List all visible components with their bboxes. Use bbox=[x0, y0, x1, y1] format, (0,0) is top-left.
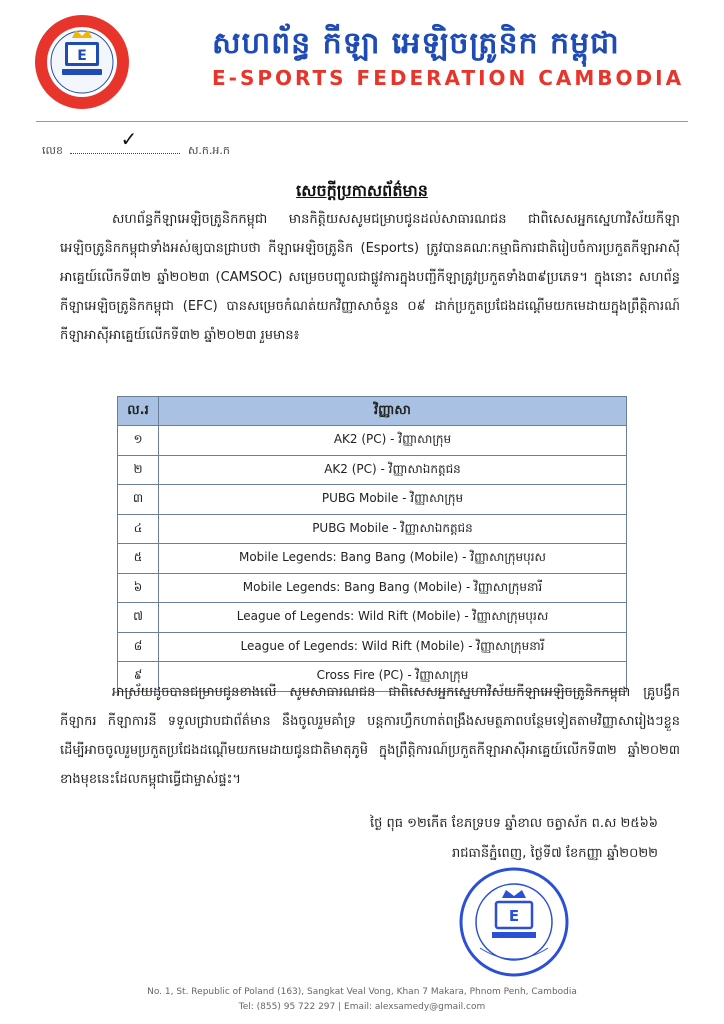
footer-address: No. 1, St. Republic of Poland (163), Sangkat Veal Vong, Khan 7 Makara, Phnom Penh, Cambodia bbox=[147, 987, 577, 997]
row-number: ១ bbox=[118, 426, 159, 456]
row-event: Cross Fire (PC) - វិញ្ញាសាក្រុម bbox=[159, 662, 627, 692]
table-row bbox=[118, 455, 627, 485]
table-header-row bbox=[118, 397, 627, 426]
row-event: League of Legends: Wild Rift (Mobile) - វិញ្ញាសាក្រុមបុរស bbox=[159, 603, 627, 633]
table-row bbox=[118, 632, 627, 662]
solar-date: រាជធានីភ្នំពេញ, ថ្ងៃទី៧ ខែកញ្ញា ឆ្នាំ២០២២ bbox=[452, 846, 658, 861]
row-number: ៦ bbox=[118, 573, 159, 603]
reference-number bbox=[42, 127, 230, 160]
row-event: AK2 (PC) - វិញ្ញាសាឯកត្តជន bbox=[159, 455, 627, 485]
table-row bbox=[118, 514, 627, 544]
row-number: ៨ bbox=[118, 632, 159, 662]
table-row bbox=[118, 485, 627, 515]
federation-title-english: E-SPORTS FEDERATION CAMBODIA bbox=[212, 66, 685, 90]
row-number: ៤ bbox=[118, 514, 159, 544]
official-seal bbox=[458, 866, 570, 978]
reference-blank bbox=[70, 127, 180, 154]
row-number: ៧ bbox=[118, 603, 159, 633]
header-divider bbox=[36, 121, 688, 122]
row-event: PUBG Mobile - វិញ្ញាសាឯកត្តជន bbox=[159, 514, 627, 544]
events-table bbox=[117, 396, 627, 692]
row-number: ៩ bbox=[118, 662, 159, 692]
reference-prefix: លេខ bbox=[42, 144, 63, 157]
row-event: Mobile Legends: Bang Bang (Mobile) - វិញ្ញាសាក្រុមបុរស bbox=[159, 544, 627, 574]
document-heading: សេចក្តីប្រកាសព័ត៌មាន bbox=[296, 181, 428, 200]
row-event: Mobile Legends: Bang Bang (Mobile) - វិញ្ញាសាក្រុមនារី bbox=[159, 573, 627, 603]
reference-suffix: ស.ក.អ.ក bbox=[187, 144, 230, 157]
lunar-date: ថ្ងៃ ពុធ ១២កើត ខែភទ្របទ ឆ្នាំខាល ចត្វាស័ក ព.ស ២៥៦៦ bbox=[370, 816, 658, 831]
table-row bbox=[118, 426, 627, 456]
svg-text:E: E bbox=[508, 907, 520, 925]
row-event: PUBG Mobile - វិញ្ញាសាក្រុម bbox=[159, 485, 627, 515]
row-number: ២ bbox=[118, 455, 159, 485]
column-header-event: វិញ្ញាសា bbox=[159, 397, 627, 426]
row-event: League of Legends: Wild Rift (Mobile) - វិញ្ញាសាក្រុមនារី bbox=[159, 632, 627, 662]
row-event: AK2 (PC) - វិញ្ញាសាក្រុម bbox=[159, 426, 627, 456]
column-header-number: ល.រ bbox=[118, 397, 159, 426]
table-row bbox=[118, 603, 627, 633]
federation-title-khmer: សហព័ន្ធ កីឡា អេឡិចត្រូនិក កម្ពុជា bbox=[212, 26, 620, 61]
row-number: ៣ bbox=[118, 485, 159, 515]
intro-paragraph: សហព័ន្ធកីឡាអេឡិចត្រូនិកកម្ពុជា មានកិត្តិយសសូមជម្រាបជូនដល់សាធារណជន ជាពិសេសអ្នកស្នេហាវិស័យកីឡាអេឡិចត្រូនិកកម្ពុជាទាំងអស់ឲ្យបានជ្រាបថា កីឡាអេឡិចត្រូនិក (Esports) ត្រូវបានគណៈកម្មាធិការជាតិរៀបចំការប្រកួតកីឡាអាស៊ីអាគ្នេយ៍លើកទី៣២ ឆ្នាំ២០២៣ (CAMSOC) សម្រេចបញ្ចូលជាផ្លូវការក្នុងបញ្ជីកីឡាត្រូវប្រកួតទាំង៣៩ប្រភេទ។ ក្នុងនោះ សហព័ន្ធកីឡាអេឡិចត្រូនិកកម្ពុជា (EFC) បានសម្រេចកំណត់យកវិញ្ញាសាចំនួន ០៩ ដាក់ប្រកួតប្រជែងដណ្តើមយកមេដាយក្នុងព្រឹត្តិការណ៍កីឡាអាស៊ីអាគ្នេយ៍លើកទី៣២ ឆ្នាំ២០២៣ រួមមាន៖ bbox=[60, 212, 680, 343]
federation-logo bbox=[32, 12, 132, 112]
table-row bbox=[118, 573, 627, 603]
checkmark-icon: ✓ bbox=[120, 127, 138, 151]
footer-contact: Tel: (855) 95 722 297 | Email: alexsamedy@gmail.com bbox=[238, 1002, 486, 1012]
svg-text:E: E bbox=[77, 48, 87, 64]
row-number: ៥ bbox=[118, 544, 159, 574]
closing-paragraph: អាស្រ័យដូចបានជម្រាបជូនខាងលើ សូមសាធារណជន ជាពិសេសអ្នកស្នេហាវិស័យកីឡាអេឡិចត្រូនិកកម្ពុជា គ្រូបង្វឹក កីឡាករ កីឡាការនី ទទួលជ្រាបជាព័ត៌មាន នឹងចូលរួមគាំទ្រ បន្តការហ្វឹកហាត់ពង្រឹងសមត្ថភាពបន្ថែមទៀតតាមវិញ្ញាសារៀងៗខ្លួន ដើម្បីអាចចូលរួមប្រកួតប្រជែងដណ្តើមយកមេដាយជូនជាតិមាតុភូមិ ក្នុងព្រឹត្តិការណ៍ប្រកួតកីឡាអាស៊ីអាគ្នេយ៍លើកទី៣២ ឆ្នាំ២០២៣ ខាងមុខនេះដែលកម្ពុជាធ្វើជាម្ចាស់ផ្ទះ។ bbox=[60, 685, 680, 787]
table-row bbox=[118, 544, 627, 574]
